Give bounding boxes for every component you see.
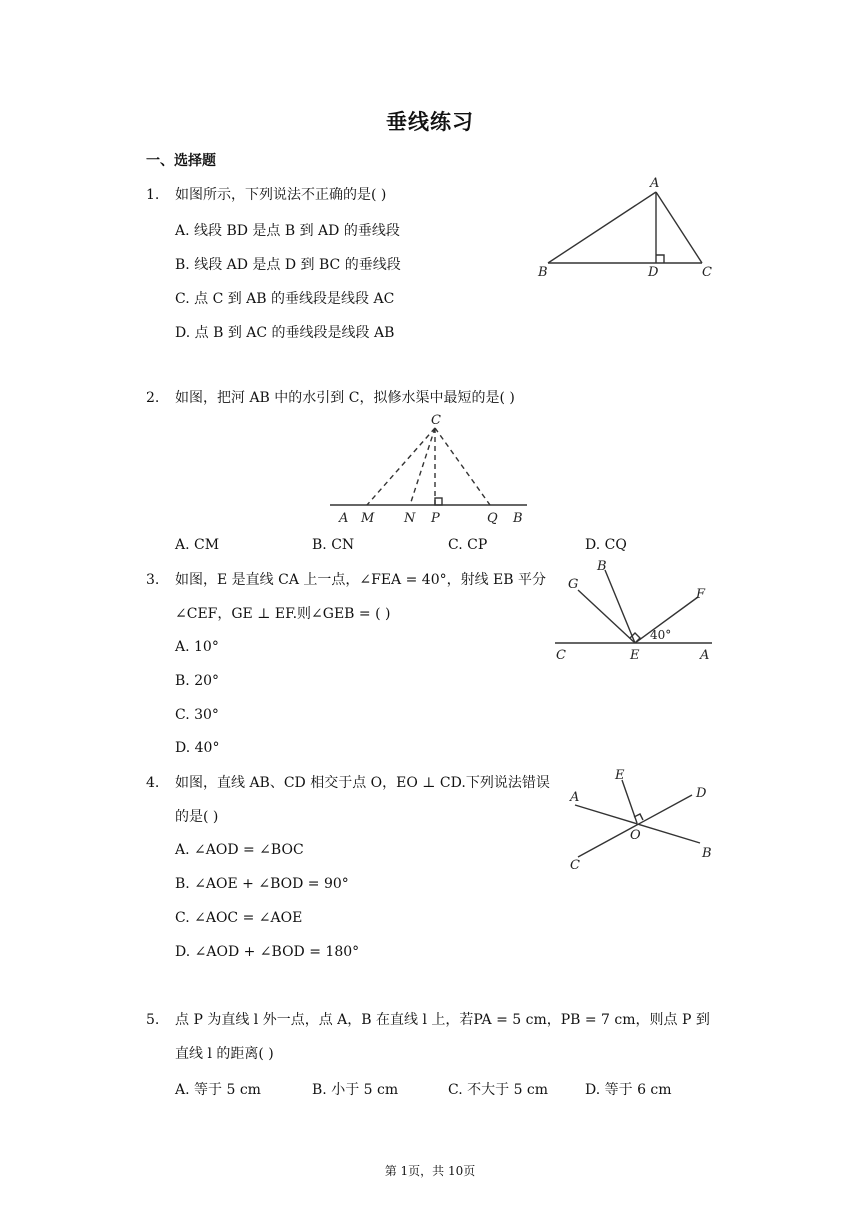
line-cd: [578, 795, 692, 857]
question-5-option-a: A. 等于 5 cm: [175, 1082, 261, 1098]
label-m: M: [361, 511, 375, 526]
label-b: B: [597, 559, 607, 574]
question-2-text: 如图，把河 AB 中的水引到 C，拟修水渠中最短的是( ): [175, 390, 515, 406]
label-c: C: [431, 413, 441, 428]
section-heading: 一、选择题: [146, 153, 216, 169]
label-a: A: [339, 511, 349, 526]
label-d: D: [696, 786, 707, 801]
question-5-number: 5.: [146, 1012, 160, 1028]
question-1-text: 如图所示，下列说法不正确的是( ): [175, 187, 387, 203]
label-c: C: [570, 858, 580, 873]
segment-cq: [435, 428, 490, 505]
question-4-option-a: A. ∠AOD = ∠BOC: [175, 842, 304, 858]
label-b: B: [538, 265, 548, 280]
page-title: 垂线练习: [386, 110, 474, 134]
label-c: C: [556, 648, 566, 663]
right-angle-mark: [656, 255, 664, 263]
figure-q4-intersecting-lines: [560, 765, 720, 875]
ray-eb: [605, 570, 635, 643]
question-3-number: 3.: [146, 572, 160, 588]
question-3-option-a: A. 10°: [175, 639, 219, 655]
question-5-option-c: C. 不大于 5 cm: [448, 1082, 549, 1098]
question-4-number: 4.: [146, 775, 160, 791]
label-f: F: [696, 587, 706, 602]
question-1-option-d: D. 点 B 到 AC 的垂线段是线段 AB: [175, 325, 395, 341]
label-e: E: [630, 648, 640, 663]
question-4-option-d: D. ∠AOD + ∠BOD = 180°: [175, 944, 360, 960]
question-2-option-c: C. CP: [448, 537, 488, 553]
label-o: O: [630, 828, 641, 843]
label-q: Q: [487, 511, 498, 526]
label-n: N: [404, 511, 416, 526]
question-3-option-d: D. 40°: [175, 740, 220, 756]
label-d: D: [648, 265, 659, 280]
question-4-text-line-1: 如图，直线 AB、CD 相交于点 O，EO ⊥ CD.下列说法错误: [175, 775, 550, 791]
right-angle-mark: [435, 498, 442, 505]
label-a: A: [570, 790, 580, 805]
question-1-option-c: C. 点 C 到 AB 的垂线段是线段 AC: [175, 291, 395, 307]
page-footer: 第 1页，共 10页: [384, 1164, 476, 1178]
question-3-text-line-2: ∠CEF，GE ⊥ EF.则∠GEB = ( ): [175, 606, 391, 622]
question-5-text-line-2: 直线 l 的距离( ): [175, 1046, 274, 1062]
label-g: G: [568, 577, 579, 592]
question-2-option-a: A. CM: [175, 537, 220, 553]
label-a: A: [700, 648, 710, 663]
question-4-option-c: C. ∠AOC = ∠AOE: [175, 910, 303, 926]
question-2-number: 2.: [146, 390, 160, 406]
segment-ac: [656, 192, 702, 263]
ray-eg: [578, 590, 635, 643]
question-4-option-b: B. ∠AOE + ∠BOD = 90°: [175, 876, 349, 892]
question-3-text-line-1: 如图，E 是直线 CA 上一点，∠FEA = 40°，射线 EB 平分: [175, 572, 547, 588]
segment-cm: [367, 428, 435, 505]
question-2-option-b: B. CN: [312, 537, 355, 553]
segment-ab: [548, 192, 656, 263]
label-e: E: [615, 768, 625, 783]
question-3-option-c: C. 30°: [175, 707, 219, 723]
figure-q1-triangle: [530, 170, 730, 285]
label-b: B: [702, 846, 712, 861]
question-1-option-b: B. 线段 AD 是点 D 到 BC 的垂线段: [175, 257, 401, 273]
question-2-option-d: D. CQ: [585, 537, 627, 553]
question-5-text-line-1: 点 P 为直线 l 外一点，点 A，B 在直线 l 上，若PA = 5 cm，PB = 7 cm，则点 P 到: [175, 1012, 710, 1028]
question-1-number: 1.: [146, 187, 160, 203]
question-5-option-b: B. 小于 5 cm: [312, 1082, 399, 1098]
segment-cn: [410, 428, 435, 505]
label-c: C: [702, 265, 712, 280]
figure-q2-canal: [325, 410, 535, 530]
figure-q3-angles: [550, 555, 720, 665]
label-b: B: [513, 511, 523, 526]
label-angle-40: 40°: [650, 628, 672, 642]
question-5-option-d: D. 等于 6 cm: [585, 1082, 672, 1098]
question-1-option-a: A. 线段 BD 是点 B 到 AD 的垂线段: [175, 223, 400, 239]
question-3-option-b: B. 20°: [175, 673, 220, 689]
label-a: A: [650, 176, 660, 191]
question-4-text-line-2: 的是( ): [175, 809, 219, 825]
label-p: P: [431, 511, 440, 526]
